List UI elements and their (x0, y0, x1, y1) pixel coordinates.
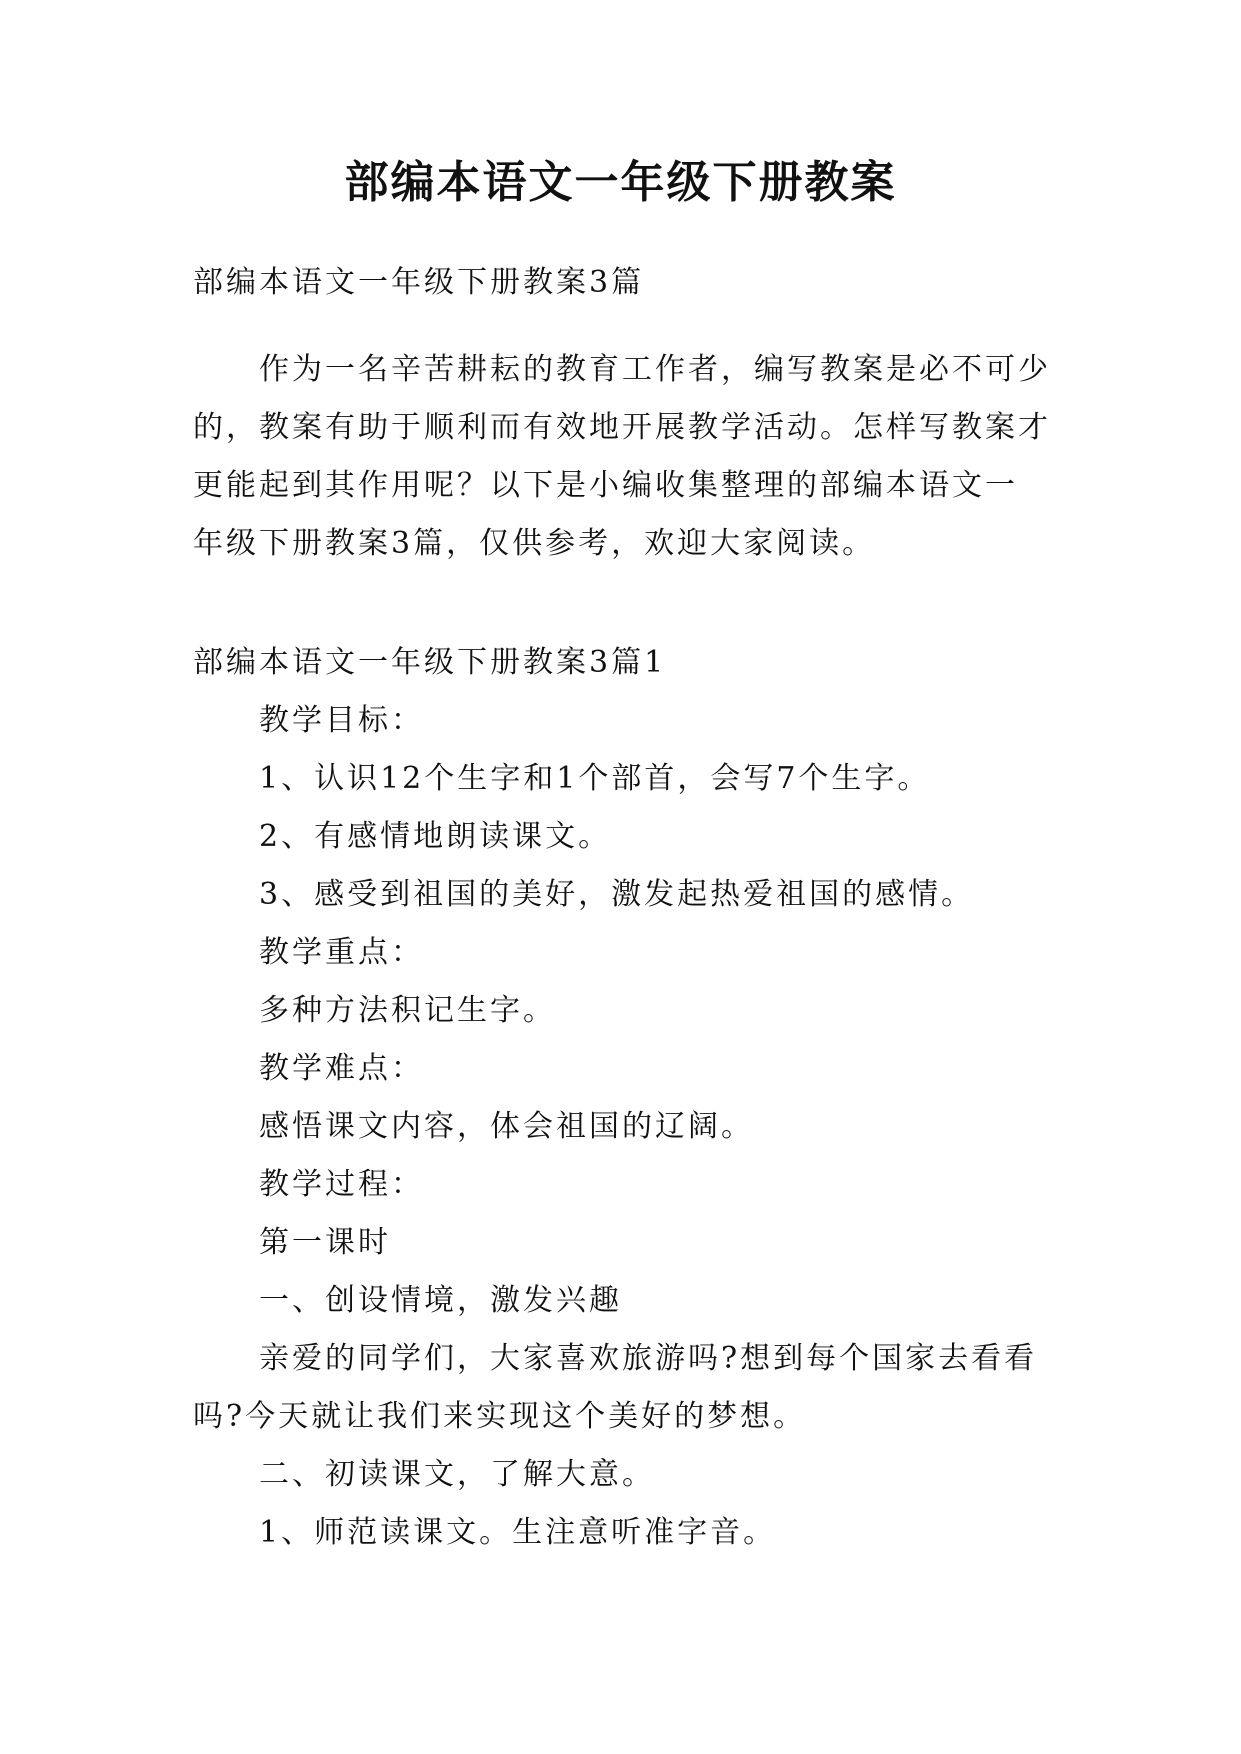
objective-item: 3、感受到祖国的美好，激发起热爱祖国的感情。 (259, 877, 975, 912)
step-1-line: 吗?今天就让我们来实现这个美好的梦想。 (193, 1399, 807, 1434)
lesson-label: 第一课时 (259, 1225, 391, 1260)
document-body (193, 254, 1073, 1562)
difficulties-text: 感悟课文内容，体会祖国的辽阔。 (259, 1109, 754, 1144)
intro-line: 更能起到其作用呢？以下是小编收集整理的部编本语文一 (193, 468, 1018, 503)
document-heading: 部编本语文一年级下册教案3篇 (193, 265, 645, 300)
intro-line: 年级下册教案3篇，仅供参考，欢迎大家阅读。 (193, 526, 876, 561)
step-2-heading: 二、初读课文，了解大意。 (259, 1457, 655, 1492)
document-title: 部编本语文一年级下册教案 (344, 157, 897, 208)
key-points-text: 多种方法积记生字。 (259, 993, 556, 1028)
step-1-heading: 一、创设情境，激发兴趣 (259, 1283, 622, 1318)
intro-paragraph (193, 341, 1073, 573)
step-1-paragraph (193, 1330, 1073, 1446)
intro-line: 作为一名辛苦耕耘的教育工作者，编写教案是必不可少 (259, 352, 1051, 387)
step-2-item: 1、师范读课文。生注意听准字音。 (259, 1515, 777, 1550)
key-points-label: 教学重点： (259, 935, 424, 970)
section-1 (193, 634, 1073, 1562)
process-label: 教学过程： (259, 1167, 424, 1202)
objective-item: 2、有感情地朗读课文。 (259, 819, 612, 854)
intro-line: 的，教案有助于顺利而有效地开展教学活动。怎样写教案才 (193, 410, 1051, 445)
objective-item: 1、认识12个生字和1个部首，会写7个生字。 (259, 761, 931, 796)
step-1-line: 亲爱的同学们，大家喜欢旅游吗?想到每个国家去看看 (259, 1341, 1038, 1376)
objectives-label: 教学目标： (259, 703, 424, 738)
section-heading: 部编本语文一年级下册教案3篇1 (193, 645, 667, 680)
difficulties-label: 教学难点： (259, 1051, 424, 1086)
